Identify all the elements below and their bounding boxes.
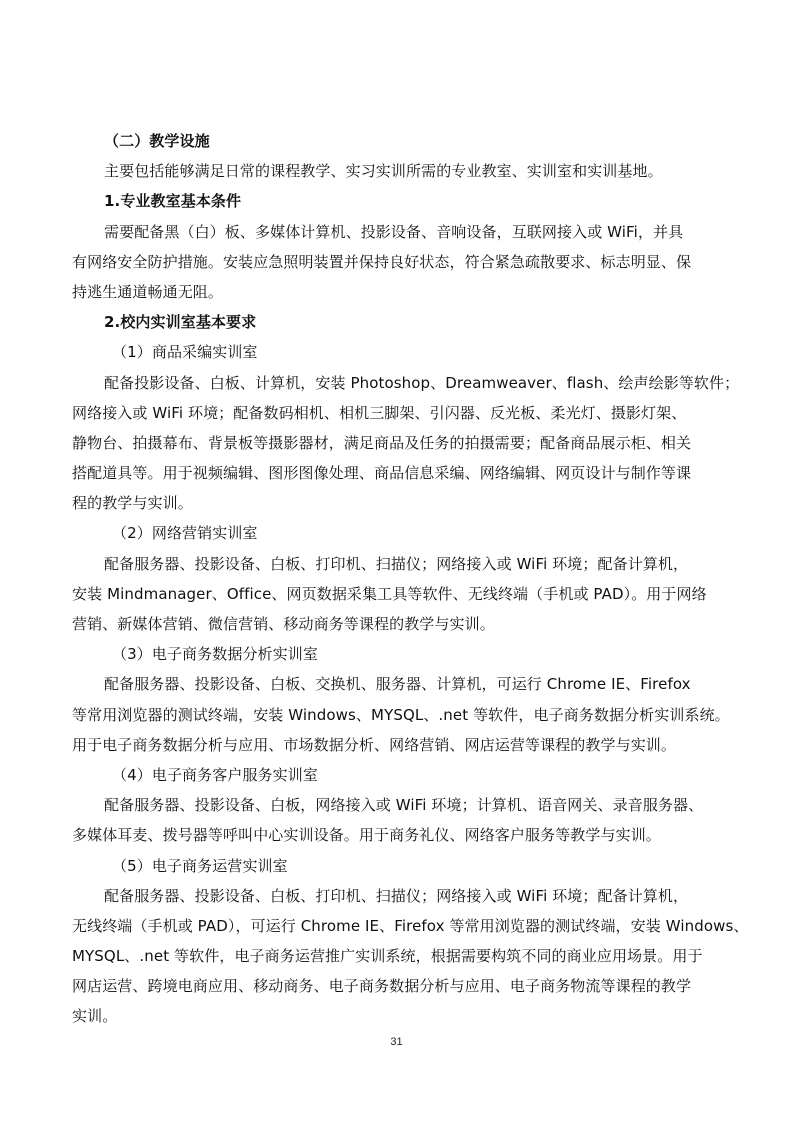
paragraph-line: 无线终端（手机或 PAD），可运行 Chrome IE、Firefox 等常用浏览器的测试终端，安装 Windows、 xyxy=(72,916,749,935)
paragraph-line: 实训。 xyxy=(72,1007,118,1026)
paragraph-line: 有网络安全防护措施。安装应急照明装置并保持良好状态，符合紧急疏散要求、标志明显、保 xyxy=(72,252,692,271)
section-heading: （二）教学设施 xyxy=(104,132,210,150)
paragraph-line: 配备投影设备、白板、计算机，安装 Photoshop、Dreamweaver、flash、绘声绘影等软件； xyxy=(104,373,740,392)
paragraph-line: 需要配备黑（白）板、多媒体计算机、投影设备、音响设备，互联网接入或 WiFi，并具 xyxy=(104,222,684,241)
subsection-1-paragraph xyxy=(72,217,722,308)
paragraph-line: 配备服务器、投影设备、白板，网络接入或 WiFi 环境；计算机、语音网关、录音服务器、 xyxy=(104,796,704,815)
paragraph-line: 静物台、拍摄幕布、背景板等摄影器材，满足商品及任务的拍摄需要；配备商品展示柜、相关 xyxy=(72,433,692,452)
room-title: （3）电子商务数据分析实训室 xyxy=(112,645,318,664)
room-3 xyxy=(72,639,730,760)
room-1 xyxy=(72,337,740,518)
subsection-1-heading: 1.专业教室基本条件 xyxy=(104,192,242,211)
room-4 xyxy=(72,760,722,851)
paragraph-line: 多媒体耳麦、拨号器等呼叫中心实训设备。用于商务礼仪、网络客户服务等教学与实训。 xyxy=(72,826,661,845)
room-title: （4）电子商务客户服务实训室 xyxy=(112,765,318,784)
room-title: （5）电子商务运营实训室 xyxy=(112,856,288,875)
paragraph-line: 持逃生通道畅通无阻。 xyxy=(72,282,224,301)
paragraph-line: 程的教学与实训。 xyxy=(72,494,193,513)
paragraph-line: 营销、新媒体营销、微信营销、移动商务等课程的教学与实训。 xyxy=(72,615,495,633)
document-body xyxy=(72,126,749,1032)
paragraph-line: 用于电子商务数据分析与应用、市场数据分析、网络营销、网店运营等课程的教学与实训。 xyxy=(72,735,677,754)
paragraph-line: 配备服务器、投影设备、白板、打印机、扫描仪；网络接入或 WiFi 环境；配备计算机， xyxy=(104,886,689,905)
paragraph-line: 网络接入或 WiFi 环境；配备数码相机、相机三脚架、引闪器、反光板、柔光灯、摄影灯架、 xyxy=(72,403,687,422)
paragraph-line: 安装 Mindmanager、Office、网页数据采集工具等软件、无线终端（手机或 PAD）。用于网络 xyxy=(72,584,707,603)
paragraph-line: 配备服务器、投影设备、白板、打印机、扫描仪；网络接入或 WiFi 环境；配备计算机， xyxy=(104,554,689,573)
subsection-2-heading: 2.校内实训室基本要求 xyxy=(104,313,257,332)
page-number: 31 xyxy=(390,1036,403,1048)
room-2 xyxy=(72,518,722,639)
room-title: （2）网络营销实训室 xyxy=(112,524,258,543)
paragraph-line: 网店运营、跨境电商应用、移动商务、电子商务数据分析与应用、电子商务物流等课程的教学 xyxy=(72,977,692,996)
paragraph-line: 等常用浏览器的测试终端，安装 Windows、MYSQL、.net 等软件，电子商务数据分析实训系统。 xyxy=(72,705,730,724)
room-title: （1）商品采编实训室 xyxy=(112,343,258,362)
room-5 xyxy=(72,851,749,1032)
paragraph-line: MYSQL、.net 等软件，电子商务运营推广实训系统，根据需要构筑不同的商业应用场景。用于 xyxy=(72,947,703,966)
intro-paragraph: 主要包括能够满足日常的课程教学、实习实训所需的专业教室、实训室和实训基地。 xyxy=(104,162,663,181)
paragraph-line: 配备服务器、投影设备、白板、交换机、服务器、计算机，可运行 Chrome IE、Firefox xyxy=(104,675,691,694)
paragraph-line: 搭配道具等。用于视频编辑、图形图像处理、商品信息采编、网络编辑、网页设计与制作等课 xyxy=(72,464,692,483)
